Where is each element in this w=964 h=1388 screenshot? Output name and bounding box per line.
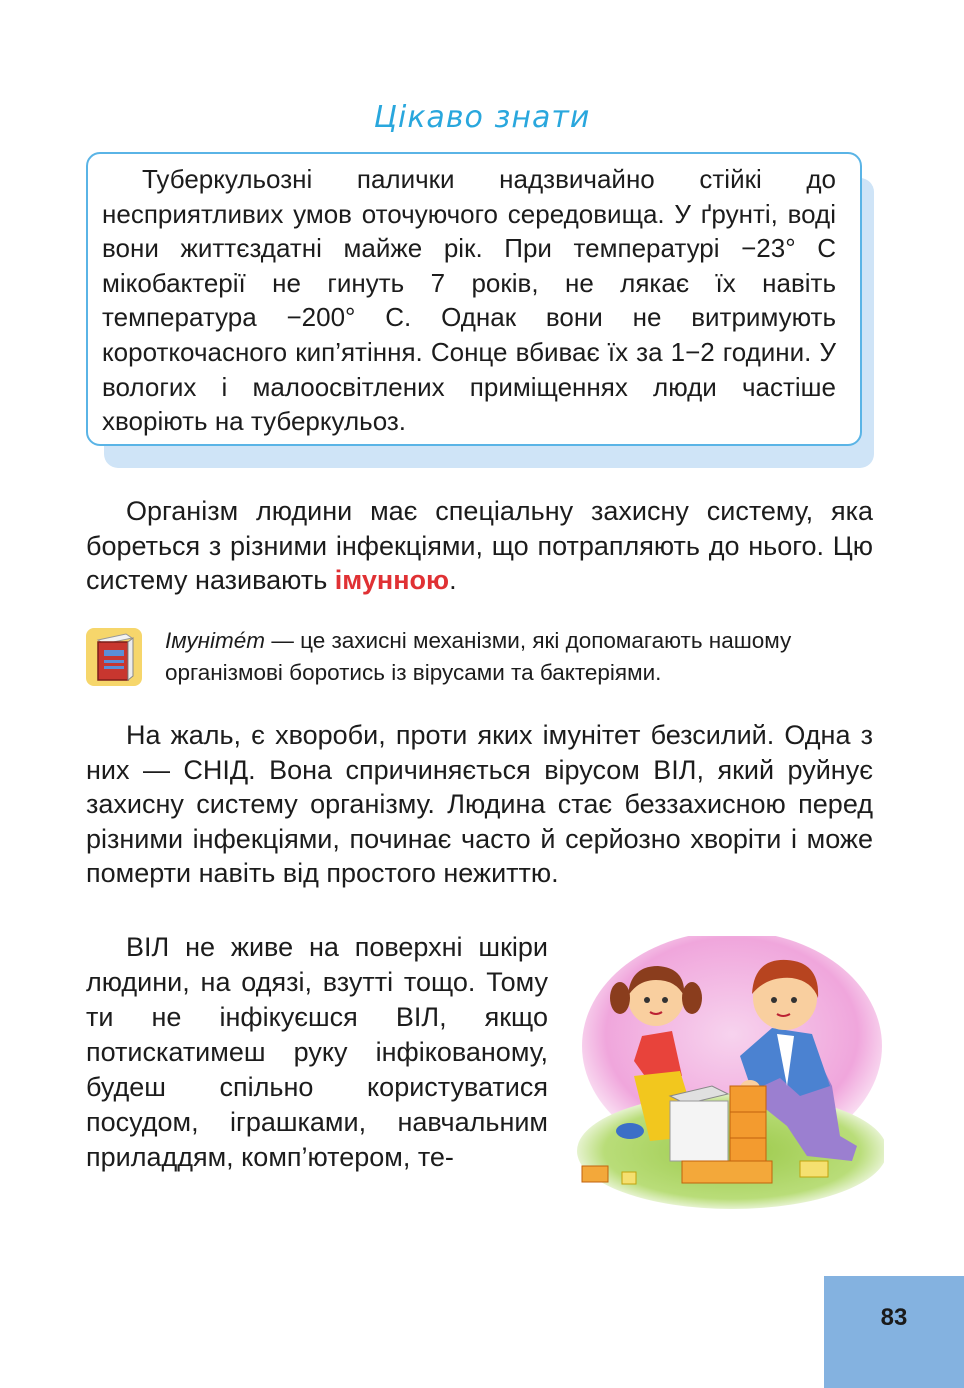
paragraph-aids: На жаль, є хвороби, проти яких імунітет безсилий. Одна з них — СНІД. Вона спричиняється вірусом ВІЛ, який руйнує захисну систему організму. Людина стає беззахисною перед різними інфекціями, починає часто й серйозно хворіти і може померти навіть від простого нежиттю.: [86, 720, 873, 888]
paragraph-immune-end: .: [449, 565, 457, 595]
paragraph-hiv: ВІЛ не живе на поверхні шкіри людини, на одязі, взутті тощо. Тому ти не інфікуєшся ВІЛ, якщо потискатимеш руку інфікованому, будеш спільно користуватися посудом, іграшками, навчальним приладдям, комп’ютером, те-: [86, 932, 548, 1172]
paragraph-immune-system: [86, 494, 873, 598]
book-icon: [86, 628, 142, 686]
page-number: 83: [880, 1304, 908, 1331]
term-immune: імунною: [334, 565, 450, 595]
info-box-text: Туберкульозні палички надзвичайно стійкі до несприятливих умов оточуючого середовища. У ґрунті, воді вони життєздатні майже рік. При температурі −23° С мікобактерії не гинуть 7 років, не лякає їх навіть температура −200° С. Однак вони не витримують короткочасного кип’ятіння. Сонце вбиває їх за 1−2 години. У вологих і малоосвітлених приміщеннях люди частіше хворіють на туберкульоз.: [102, 164, 836, 437]
paragraph-immune-text: Організм людини має спеціальну захисну систему, яка бореться з різними інфекціями, що потрапляють до нього. Цю систему називають: [86, 496, 873, 595]
definition-immunity: [165, 625, 875, 689]
info-box: [86, 152, 862, 446]
children-playing-illustration: [572, 936, 884, 1212]
definition-text: — це захисні механізми, які допомагають нашому організмові боротись із вірусами та бактеріями.: [165, 628, 792, 685]
page-number-tab: [824, 1276, 964, 1388]
section-heading: Цікаво знати: [373, 100, 591, 135]
definition-term: Імуніте́т: [165, 628, 266, 653]
